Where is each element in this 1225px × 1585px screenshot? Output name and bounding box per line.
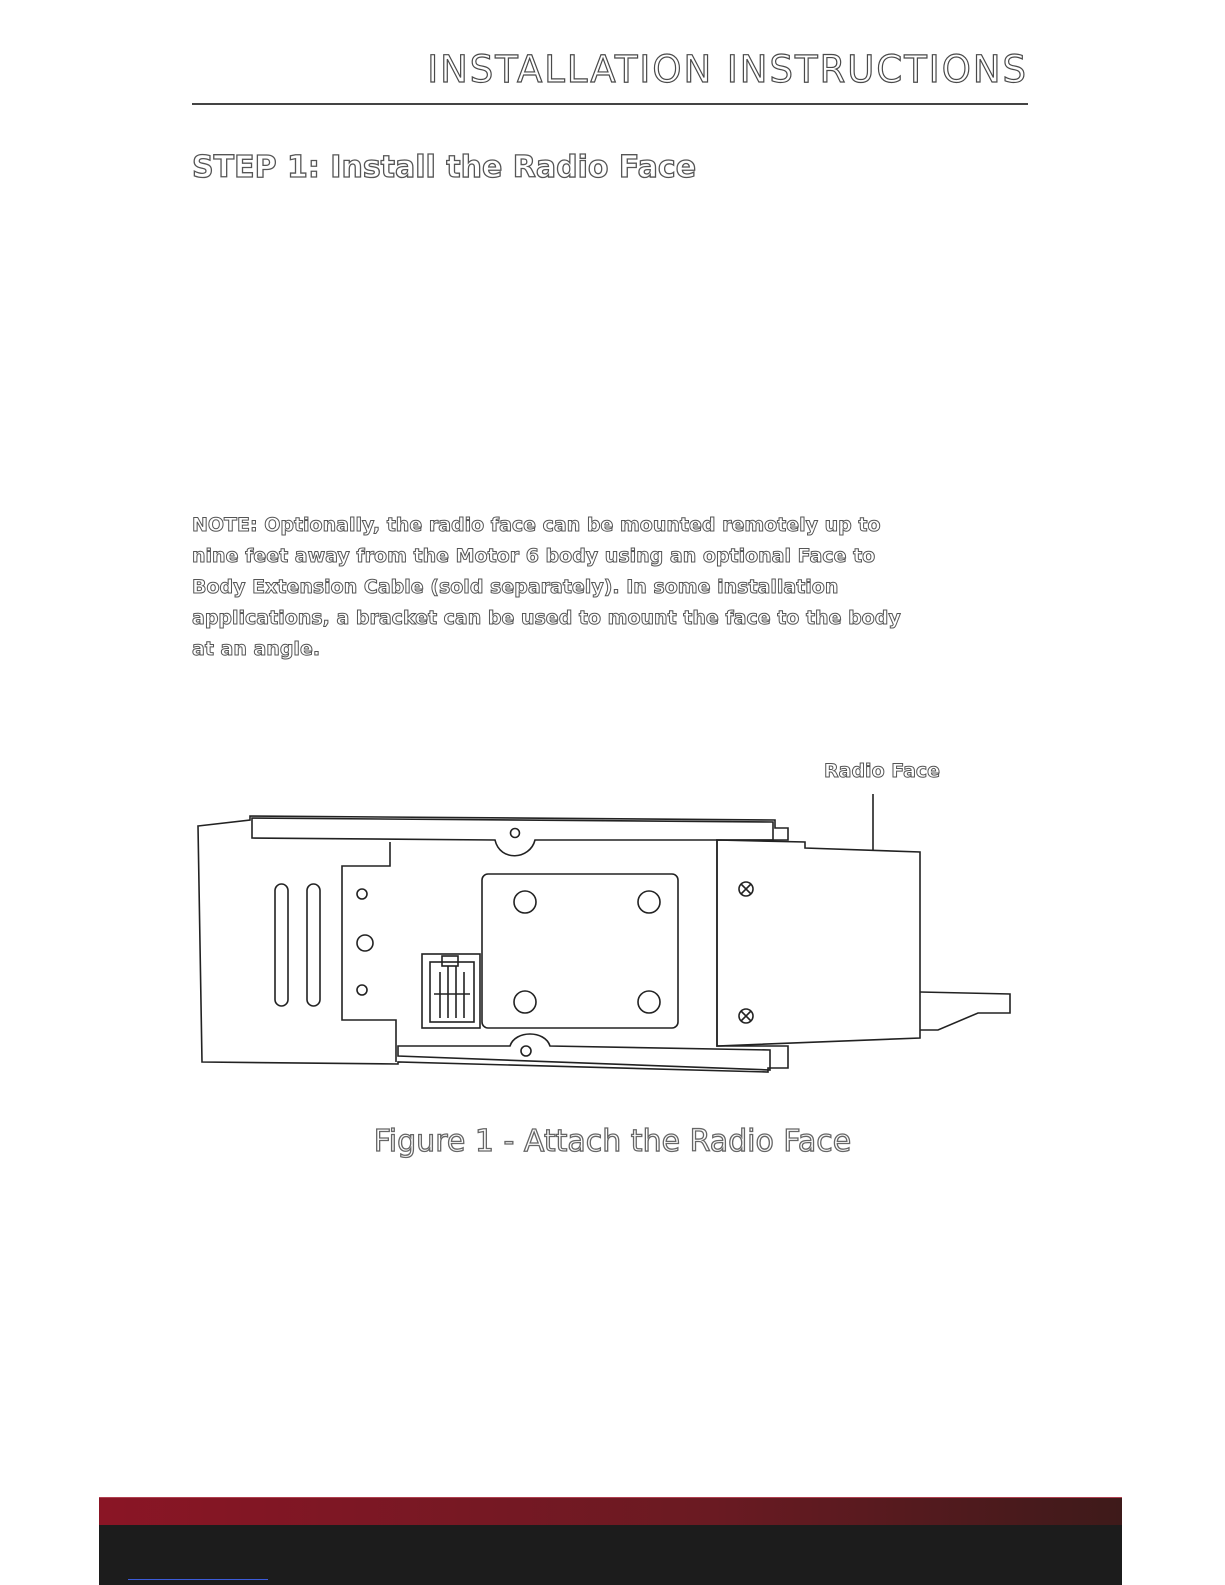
figure-caption: Figure 1 - Attach the Radio Face xyxy=(373,1124,852,1159)
plate-hole-tl xyxy=(514,891,536,913)
footer-link-underline[interactable] xyxy=(128,1579,268,1580)
vent-slot-left xyxy=(275,884,288,1006)
header-divider xyxy=(192,103,1028,105)
face-screw-top xyxy=(739,882,753,896)
cable-plug xyxy=(920,992,1010,1030)
top-rail-hole xyxy=(511,829,520,838)
mount-hole-bottom xyxy=(357,985,367,995)
radio-body-outline xyxy=(198,816,788,1072)
connector-plate xyxy=(482,874,678,1028)
face-screw-bottom xyxy=(739,1009,753,1023)
radio-face-callout-label: Radio Face xyxy=(824,760,941,782)
plate-hole-tr xyxy=(638,891,660,913)
radio-face-diagram xyxy=(190,780,1030,1090)
step-title: STEP 1: Install the Radio Face xyxy=(192,150,697,185)
plate-hole-br xyxy=(638,991,660,1013)
mount-hole-top xyxy=(357,889,367,899)
bottom-rail xyxy=(398,1034,770,1070)
vent-slot-right xyxy=(307,884,320,1006)
footer-red-band xyxy=(99,1497,1122,1526)
note-paragraph: NOTE: Optionally, the radio face can be mounted remotely up to nine feet away from the Motor 6 body using an optional Face to Body Extension Cable (sold separately). In some installation applications, a bracket can be used to mount the face to the body at an angle. xyxy=(192,514,901,660)
page-header-title: INSTALLATION INSTRUCTIONS xyxy=(427,48,1028,91)
body-divider xyxy=(342,842,396,1062)
mount-hole-middle xyxy=(357,935,373,951)
plate-hole-bl xyxy=(514,991,536,1013)
bottom-rail-hole xyxy=(521,1046,531,1056)
footer-dark-band xyxy=(99,1525,1122,1585)
